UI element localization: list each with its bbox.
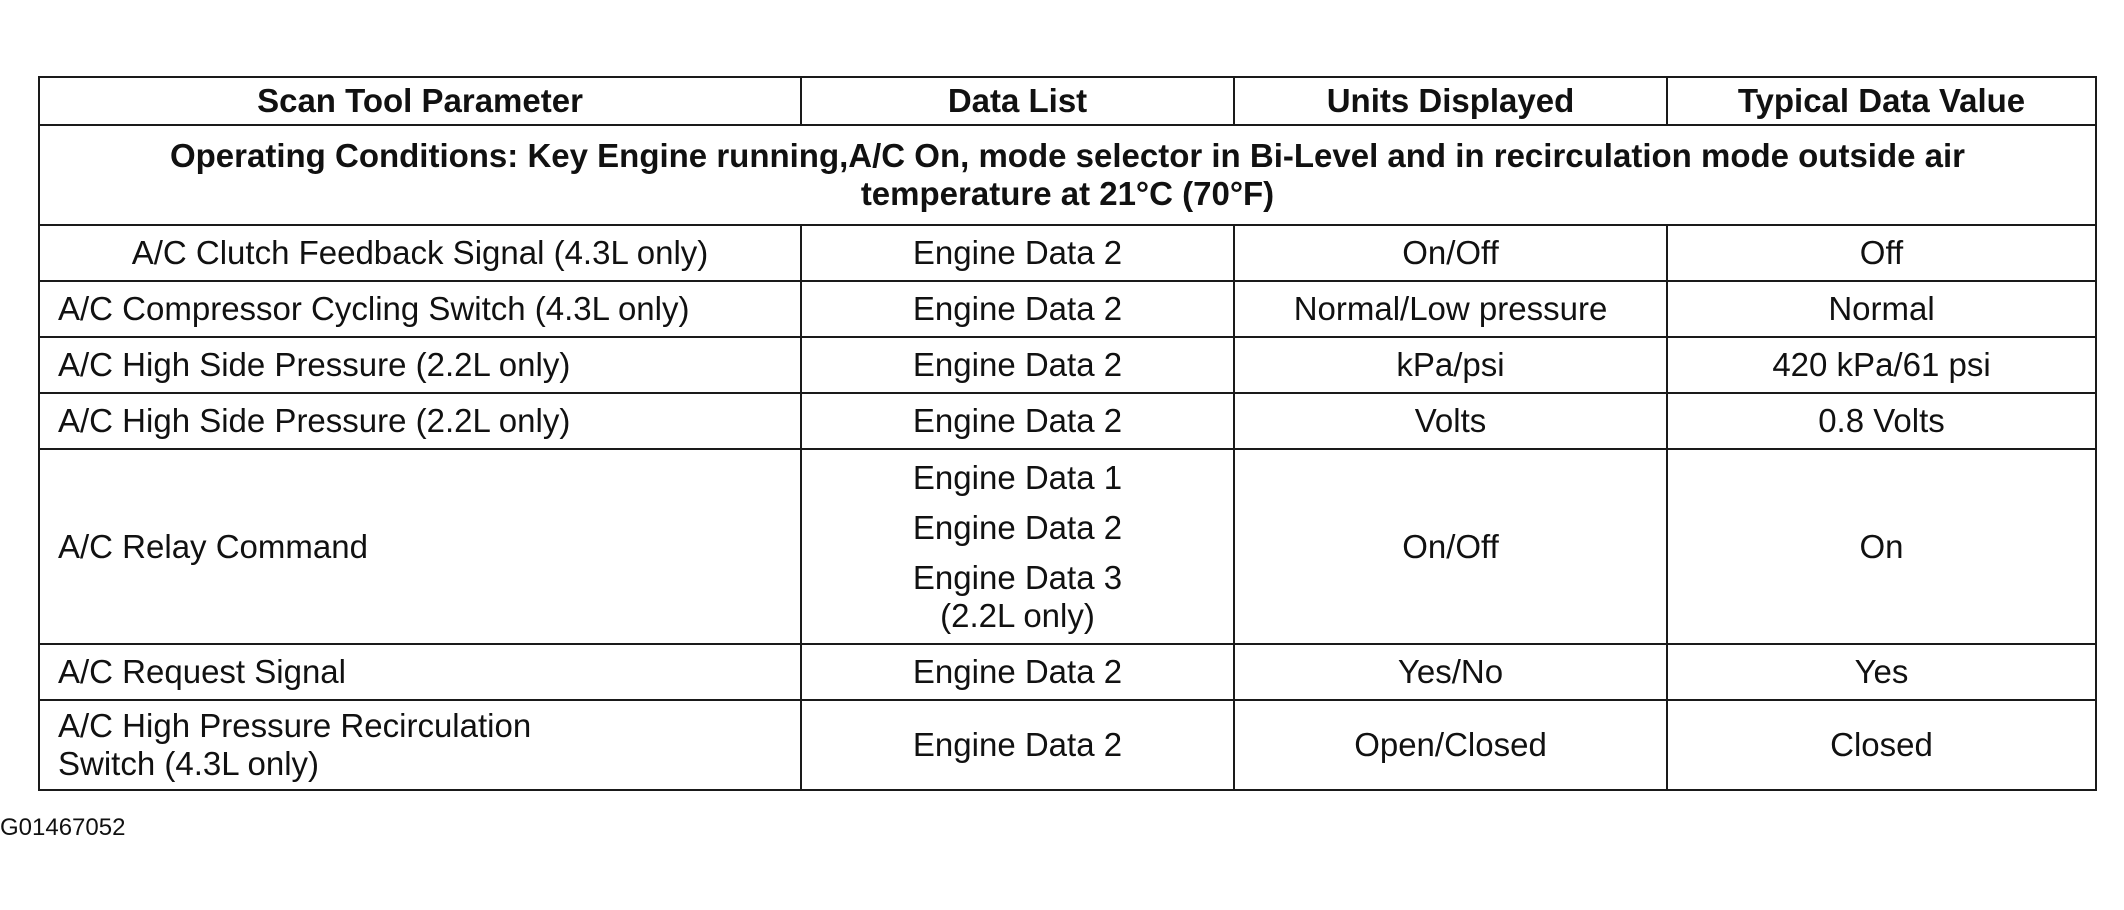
table-row — [39, 644, 2096, 700]
parameter-cell: A/C Request Signal — [39, 644, 801, 700]
units-cell: Yes/No — [1234, 644, 1667, 700]
table-row — [39, 337, 2096, 393]
header-scan-tool-parameter: Scan Tool Parameter — [39, 77, 801, 125]
operating-conditions-line-1: Operating Conditions: Key Engine running,A/C On, mode selector in Bi-Level and in recirculation mode outside air — [169, 137, 1966, 174]
data-list-line: (2.2L only) — [940, 596, 1095, 634]
table-row — [39, 225, 2096, 281]
operating-conditions-row — [39, 125, 2096, 225]
table-row — [39, 393, 2096, 449]
data-list-cell: Engine Data 2 — [801, 700, 1234, 790]
parameter-line: Switch (4.3L only) — [58, 745, 320, 782]
data-list-cell: Engine Data 2 — [801, 393, 1234, 449]
data-list-cell: Engine Data 2 — [801, 281, 1234, 337]
typical-value-cell: On — [1667, 449, 2096, 644]
units-cell: On/Off — [1234, 449, 1667, 644]
header-data-list: Data List — [801, 77, 1234, 125]
typical-value-cell: 0.8 Volts — [1667, 393, 2096, 449]
table-row — [39, 281, 2096, 337]
units-cell: Volts — [1234, 393, 1667, 449]
parameter-cell: A/C High Side Pressure (2.2L only) — [39, 393, 801, 449]
operating-conditions-cell — [39, 125, 2096, 225]
parameter-cell: A/C Compressor Cycling Switch (4.3L only) — [39, 281, 801, 337]
data-list-line: Engine Data 1 — [912, 458, 1123, 496]
units-cell: On/Off — [1234, 225, 1667, 281]
header-units-displayed: Units Displayed — [1234, 77, 1667, 125]
data-list-cell — [801, 449, 1234, 644]
table-row — [39, 700, 2096, 790]
operating-conditions-line-2: temperature at 21°C (70°F) — [860, 175, 1275, 212]
data-list-line: Engine Data 2 — [912, 508, 1123, 546]
typical-value-cell: Off — [1667, 225, 2096, 281]
data-list-cell: Engine Data 2 — [801, 337, 1234, 393]
data-list-cell: Engine Data 2 — [801, 225, 1234, 281]
scan-tool-data-table — [38, 76, 2097, 791]
typical-value-cell: Closed — [1667, 700, 2096, 790]
parameter-cell — [39, 700, 801, 790]
parameter-cell: A/C High Side Pressure (2.2L only) — [39, 337, 801, 393]
parameter-cell: A/C Relay Command — [39, 449, 801, 644]
units-cell: Open/Closed — [1234, 700, 1667, 790]
parameter-line: A/C High Pressure Recirculation — [58, 707, 532, 744]
data-list-cell: Engine Data 2 — [801, 644, 1234, 700]
data-list-line: Engine Data 3 — [912, 558, 1123, 596]
units-cell: Normal/Low pressure — [1234, 281, 1667, 337]
figure-id-label: G01467052 — [0, 814, 126, 841]
table-row — [39, 449, 2096, 644]
units-cell: kPa/psi — [1234, 337, 1667, 393]
header-row — [39, 77, 2096, 125]
typical-value-cell: Normal — [1667, 281, 2096, 337]
header-typical-data-value: Typical Data Value — [1667, 77, 2096, 125]
typical-value-cell: Yes — [1667, 644, 2096, 700]
parameter-cell: A/C Clutch Feedback Signal (4.3L only) — [39, 225, 801, 281]
typical-value-cell: 420 kPa/61 psi — [1667, 337, 2096, 393]
